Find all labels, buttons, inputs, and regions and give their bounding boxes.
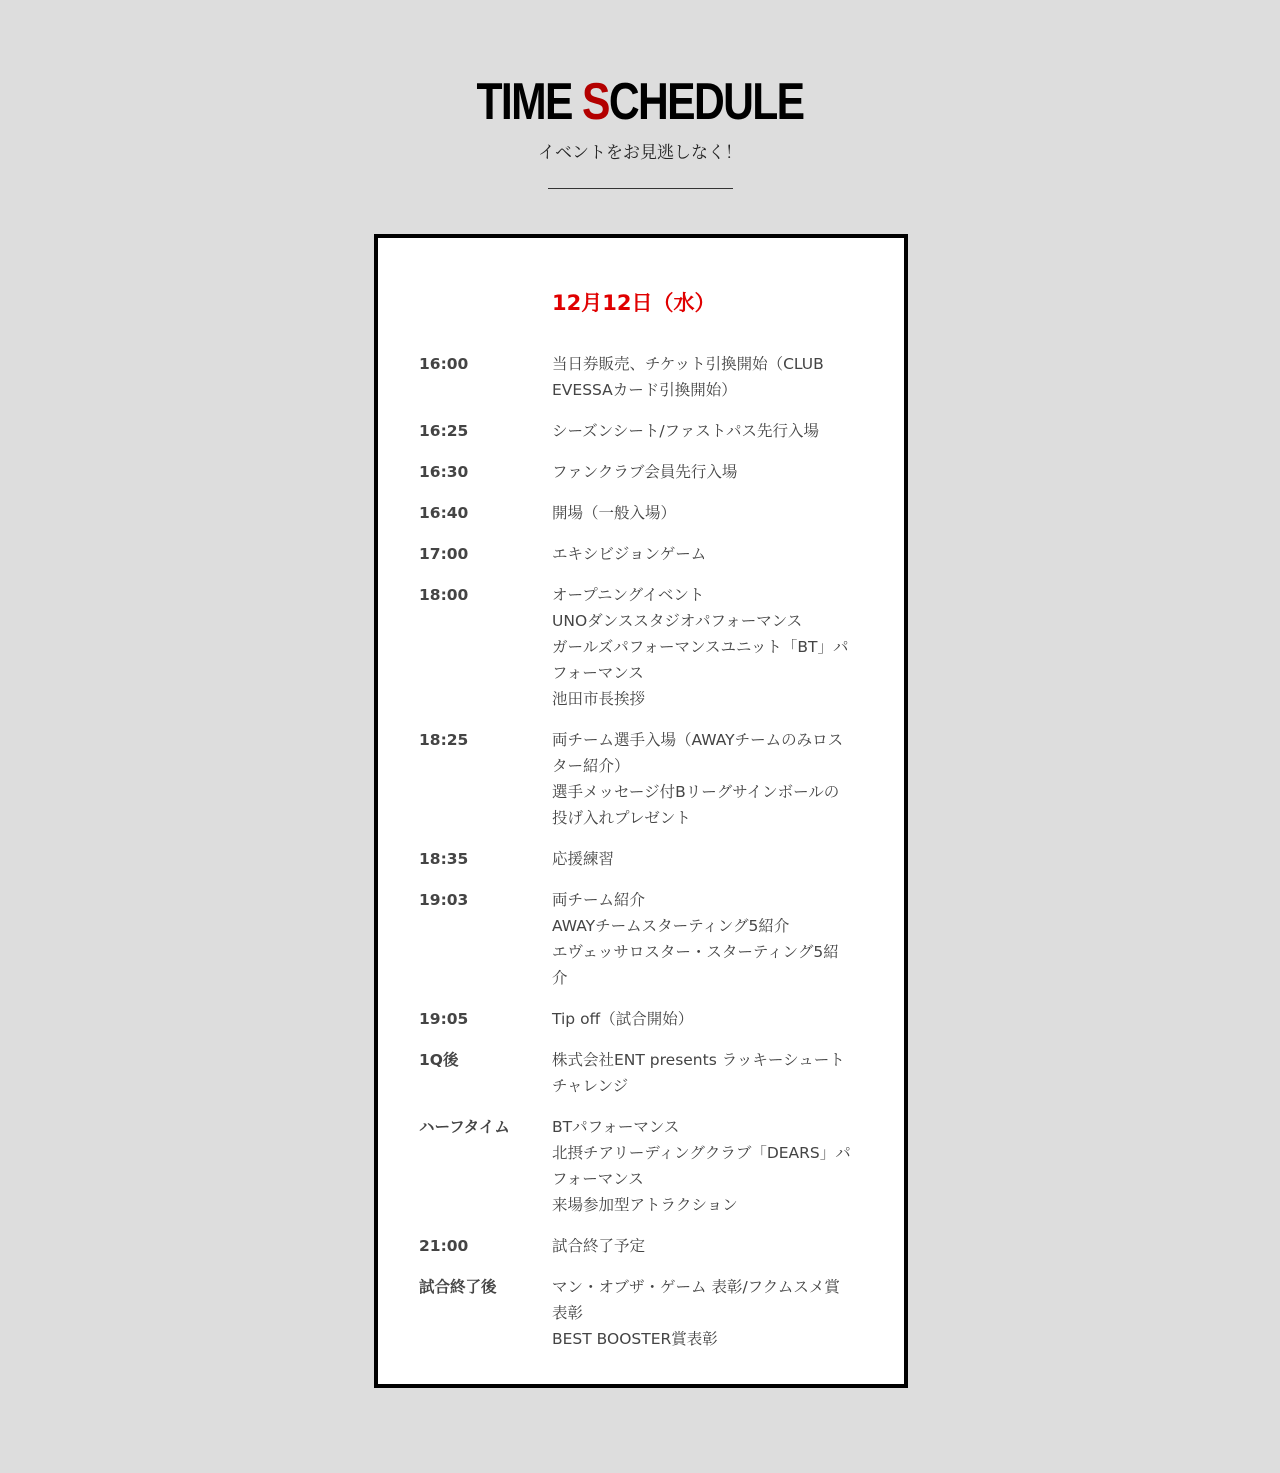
schedule-time: 19:03	[419, 891, 469, 909]
schedule-description-line: 介	[552, 969, 568, 987]
schedule-time: 16:30	[419, 463, 469, 481]
schedule-description-line: フォーマンス	[552, 664, 644, 682]
title-part-1: TIME	[476, 73, 583, 131]
title-accent-letter: S	[582, 73, 609, 131]
schedule-description-line: エヴェッサロスター・スターティング5紹	[552, 943, 839, 961]
schedule-row	[419, 582, 864, 712]
schedule-description-line: フォーマンス	[552, 1170, 644, 1188]
schedule-description-line: 株式会社ENT presents ラッキーシュート	[552, 1051, 845, 1069]
schedule-description-line: 選手メッセージ付Bリーグサインボールの	[552, 783, 840, 801]
schedule-description-line: 投げ入れプレゼント	[552, 809, 691, 827]
schedule-description	[552, 1047, 862, 1099]
schedule-description-line: EVESSAカード引換開始）	[552, 381, 737, 399]
schedule-description	[552, 541, 862, 567]
page-header	[0, 70, 1280, 189]
title-part-2: CHEDULE	[608, 73, 804, 131]
schedule-description-line: BTパフォーマンス	[552, 1118, 680, 1136]
schedule-time: 16:00	[419, 355, 469, 373]
schedule-description-line: ファンクラブ会員先行入場	[552, 463, 738, 481]
schedule-description	[552, 418, 862, 444]
schedule-description-line: 応援練習	[552, 850, 615, 868]
schedule-time: ハーフタイム	[419, 1118, 510, 1136]
schedule-description-line: オープニングイベント	[552, 586, 705, 604]
schedule-description	[552, 1233, 862, 1259]
schedule-time: 16:40	[419, 504, 469, 522]
schedule-description-line: マン・オブザ・ゲーム 表彰/フクムスメ賞	[552, 1278, 840, 1296]
schedule-description-line: 北摂チアリーディングクラブ「DEARS」パ	[552, 1144, 851, 1162]
schedule-description-line: 開場（一般入場）	[552, 504, 677, 522]
schedule-description-line: ター紹介）	[552, 757, 630, 775]
schedule-time: 17:00	[419, 545, 469, 563]
schedule-description	[552, 887, 862, 991]
schedule-list	[419, 351, 864, 1367]
schedule-description-line: エキシビジョンゲーム	[552, 545, 707, 563]
schedule-row	[419, 846, 864, 872]
schedule-row	[419, 887, 864, 991]
schedule-description	[552, 846, 862, 872]
schedule-description	[552, 1274, 862, 1352]
schedule-time: 18:00	[419, 586, 469, 604]
page-subtitle: イベントをお見逃しなく！	[538, 143, 742, 163]
schedule-row	[419, 1233, 864, 1259]
schedule-card	[374, 234, 908, 1388]
schedule-description	[552, 500, 862, 526]
schedule-description-line: 池田市長挨拶	[552, 690, 646, 708]
schedule-row	[419, 1274, 864, 1352]
schedule-description	[552, 582, 862, 712]
schedule-description	[552, 727, 862, 831]
schedule-time: 試合終了後	[419, 1278, 497, 1296]
schedule-description-line: ガールズパフォーマンスユニット「BT」パ	[552, 638, 849, 656]
schedule-row	[419, 459, 864, 485]
schedule-description-line: Tip off（試合開始）	[552, 1010, 694, 1028]
schedule-description	[552, 459, 862, 485]
schedule-description-line: BEST BOOSTER賞表彰	[552, 1330, 718, 1348]
schedule-description-line: チャレンジ	[552, 1077, 629, 1095]
schedule-description-line: 表彰	[552, 1304, 584, 1322]
schedule-row	[419, 500, 864, 526]
schedule-time: 18:35	[419, 850, 469, 868]
schedule-row	[419, 1006, 864, 1032]
schedule-description-line: 両チーム紹介	[552, 891, 646, 909]
schedule-description-line: 当日券販売、チケット引換開始（CLUB	[552, 355, 824, 373]
schedule-time: 19:05	[419, 1010, 469, 1028]
schedule-description	[552, 1006, 862, 1032]
schedule-description-line: シーズンシート/ファストパス先行入場	[552, 422, 819, 440]
schedule-row	[419, 541, 864, 567]
schedule-row	[419, 727, 864, 831]
schedule-description-line: AWAYチームスターティング5紹介	[552, 917, 790, 935]
schedule-time: 16:25	[419, 422, 469, 440]
schedule-row	[419, 418, 864, 444]
schedule-description	[552, 351, 862, 403]
schedule-description-line: 試合終了予定	[552, 1237, 646, 1255]
page-title	[115, 70, 1165, 134]
schedule-description-line: 来場参加型アトラクション	[552, 1196, 738, 1214]
schedule-description	[552, 1114, 862, 1218]
header-divider	[548, 188, 733, 189]
schedule-row	[419, 1047, 864, 1099]
schedule-time: 21:00	[419, 1237, 469, 1255]
schedule-description-line: UNOダンススタジオパフォーマンス	[552, 612, 803, 630]
schedule-time: 18:25	[419, 731, 469, 749]
schedule-row	[419, 351, 864, 403]
schedule-date: 12月12日（水）	[552, 291, 716, 315]
schedule-description-line: 両チーム選手入場（AWAYチームのみロス	[552, 731, 844, 749]
schedule-row	[419, 1114, 864, 1218]
schedule-time: 1Q後	[419, 1051, 459, 1069]
